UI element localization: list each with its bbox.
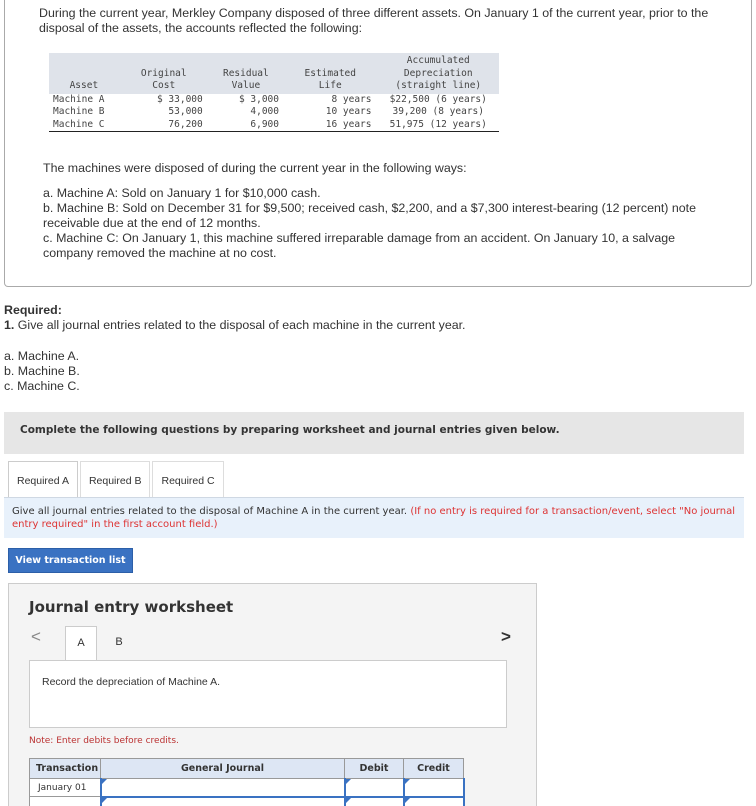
journal-row — [30, 797, 464, 806]
worksheet-tab-a[interactable]: A — [65, 626, 97, 660]
disposal-item: a. Machine A: Sold on January 1 for $10,000 cash. — [43, 186, 321, 200]
asset-table — [49, 53, 499, 132]
tab-required-b[interactable]: Required B — [80, 461, 151, 497]
journal-row — [30, 779, 464, 797]
transaction-cell — [30, 797, 101, 806]
col-transaction-header: Transaction — [30, 759, 101, 779]
complete-instructions: Complete the following questions by preparing worksheet and journal entries given below. — [4, 412, 744, 454]
cell-asset: Machine A — [53, 93, 105, 105]
cell-dep: $22,500 (6 years) — [389, 93, 487, 105]
credit-input[interactable] — [404, 797, 464, 806]
cell-cost: 53,000 — [168, 106, 203, 117]
cell-dep: 39,200 (8 years) — [392, 106, 484, 117]
cell-life: 10 years — [325, 106, 372, 117]
cell-asset: Machine C — [49, 119, 119, 132]
chevron-right-icon[interactable]: > — [501, 627, 511, 646]
cell-residual: 6,900 — [209, 119, 283, 132]
intro-text: During the current year, Merkley Company disposed of three different assets. On January 1 of the current year, prior to the disposal of the assets, the accounts reflected the following: — [39, 6, 709, 35]
chevron-left-icon[interactable]: < — [31, 627, 41, 646]
worksheet-tab-b[interactable]: B — [115, 636, 123, 648]
record-prompt-box — [29, 660, 507, 728]
required-item: 1. Give all journal entries related to the disposal of each machine in the current year. — [4, 318, 466, 332]
disposal-item: b. Machine B: Sold on December 31 for $9,500; received cash, $2,200, and a $7,300 interest-bearing (12 percent) note receivable due at the end of 12 months. — [43, 201, 696, 230]
account-select[interactable] — [101, 797, 345, 806]
disposal-lead: The machines were disposed of during the current year in the following ways: — [43, 161, 467, 175]
disposal-item: c. Machine C: On January 1, this machine suffered irreparable damage from an accident. On January 10, a salvage company removed the machine at no cost. — [43, 231, 676, 260]
cell-life: 8 years — [331, 93, 372, 105]
col-general-journal-header: General Journal — [101, 759, 345, 779]
cell-cost: 76,200 — [119, 119, 209, 132]
col-life-header: Estimated Life — [283, 53, 378, 94]
col-dep-header: Accumulated Depreciation (straight line) — [378, 53, 500, 94]
col-residual-header: Residual Value — [209, 53, 283, 94]
col-asset-header: Asset — [49, 53, 119, 94]
instruction-note: (If no entry is required for a transaction/event, select "No journal entry required" in the first account field.) — [12, 506, 735, 530]
cell-residual: $ 3,000 — [238, 93, 279, 105]
col-credit-header: Credit — [404, 759, 464, 779]
required-sub-list — [4, 349, 80, 394]
sub-item: c. Machine C. — [4, 379, 80, 393]
tab-required-c[interactable]: Required C — [152, 461, 223, 497]
worksheet-title: Journal entry worksheet — [29, 598, 234, 616]
account-select[interactable] — [101, 779, 345, 797]
transaction-cell: January 01 — [30, 779, 101, 797]
col-debit-header: Debit — [345, 759, 404, 779]
col-cost-header: Original Cost — [119, 53, 209, 94]
cell-dep: 51,975 (12 years) — [378, 119, 500, 132]
table-row — [49, 106, 499, 119]
cell-life: 16 years — [283, 119, 378, 132]
required-tabs — [8, 461, 226, 497]
tab-required-a[interactable]: Required A — [8, 461, 78, 497]
table-row — [49, 119, 499, 132]
journal-table — [29, 758, 465, 806]
disposal-description — [43, 161, 723, 261]
required-section — [4, 303, 744, 333]
cell-asset: Machine B — [53, 106, 105, 117]
problem-statement — [4, 0, 752, 287]
question-instruction — [4, 497, 744, 538]
debit-input[interactable] — [345, 797, 404, 806]
cell-residual: 4,000 — [250, 106, 279, 117]
record-prompt: Record the depreciation of Machine A. — [42, 676, 221, 688]
instruction-main: Give all journal entries related to the disposal of Machine A in the current year. — [12, 506, 408, 517]
table-row — [49, 94, 499, 107]
debit-input[interactable] — [345, 779, 404, 797]
sub-item: b. Machine B. — [4, 364, 80, 378]
debits-note: Note: Enter debits before credits. — [29, 736, 179, 746]
sub-item: a. Machine A. — [4, 349, 80, 363]
required-title: Required: — [4, 303, 62, 317]
credit-input[interactable] — [404, 779, 464, 797]
cell-cost: $ 33,000 — [156, 93, 203, 105]
view-transaction-list-button[interactable]: View transaction list — [8, 548, 133, 573]
